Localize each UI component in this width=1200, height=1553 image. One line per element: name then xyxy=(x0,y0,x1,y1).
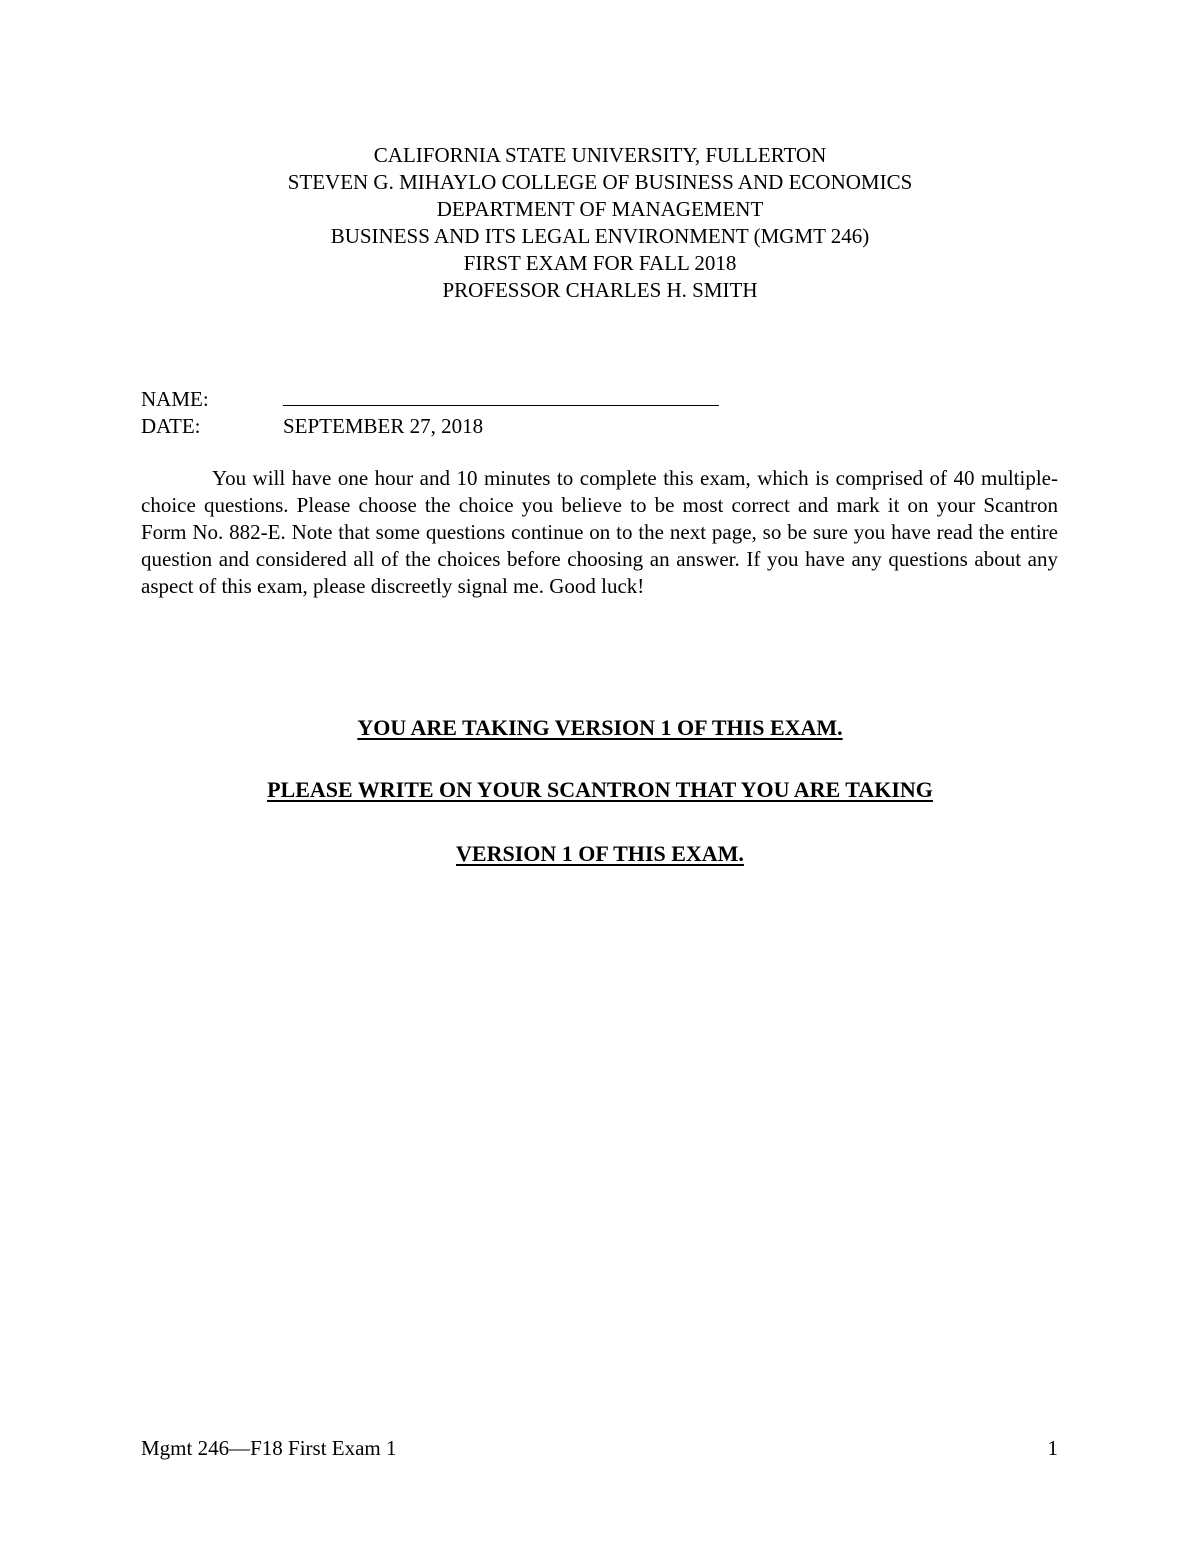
page-number: 1 xyxy=(1047,1436,1058,1460)
version-notice-text-3: VERSION 1 OF THIS EXAM. xyxy=(456,841,744,866)
department-name: DEPARTMENT OF MANAGEMENT xyxy=(436,197,764,221)
exam-instructions: You will have one hour and 10 minutes to complete this exam, which is comprised of 40 multiple-choice questions. Please choose the choice you believe to be most correct and mark it on your Scantron Form No. 882-E. Note that some questions continue on to the next page, so be sure you have read the entire question and considered all of the choices before choosing an answer. If you have any questions about any aspect of this exam, please discreetly signal me. Good luck! xyxy=(141,466,1058,598)
exam-header xyxy=(0,142,1200,304)
version-notice-line-2 xyxy=(0,776,1200,804)
name-label: NAME: xyxy=(141,387,209,411)
date-label: DATE: xyxy=(141,414,201,438)
version-notice-text-1: YOU ARE TAKING VERSION 1 OF THIS EXAM. xyxy=(357,715,843,740)
version-notice-line-1 xyxy=(0,714,1200,742)
exam-title: FIRST EXAM FOR FALL 2018 xyxy=(463,251,737,275)
date-value: SEPTEMBER 27, 2018 xyxy=(283,414,484,438)
university-name: CALIFORNIA STATE UNIVERSITY, FULLERTON xyxy=(373,143,827,167)
version-notice-line-3 xyxy=(0,840,1200,868)
course-title: BUSINESS AND ITS LEGAL ENVIRONMENT (MGMT 246) xyxy=(330,224,870,248)
version-notice-text-2: PLEASE WRITE ON YOUR SCANTRON THAT YOU ARE TAKING xyxy=(267,777,933,802)
professor-name: PROFESSOR CHARLES H. SMITH xyxy=(442,278,758,302)
name-blank-line xyxy=(283,405,719,406)
footer-exam-label: Mgmt 246—F18 First Exam 1 xyxy=(141,1436,397,1460)
college-name: STEVEN G. MIHAYLO COLLEGE OF BUSINESS AND ECONOMICS xyxy=(287,170,913,194)
